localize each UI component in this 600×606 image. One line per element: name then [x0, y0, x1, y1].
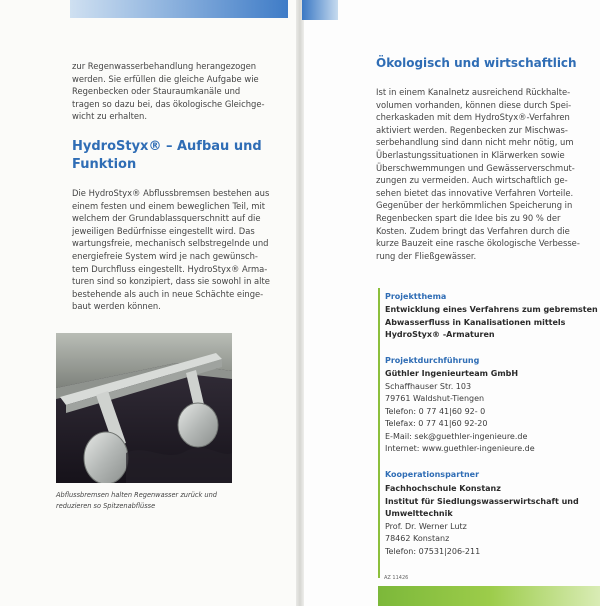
page-spine — [296, 0, 304, 606]
photo-illustration — [56, 333, 232, 483]
bottom-color-bar — [378, 586, 600, 606]
section-heading-oekologisch: Ökologisch und wirtschaftlich — [376, 56, 577, 70]
partner-contact-details: Prof. Dr. Werner Lutz 78462 Konstanz Telefon: 07531|206-211 — [385, 522, 481, 556]
kooperationspartner-label: Kooperationspartner — [385, 470, 480, 479]
company-contact-details: Schaffhauser Str. 103 79761 Waldshut-Tiengen Telefon: 0 77 41|60 92- 0 Telefax: 0 77 41|60 92-20 E-Mail: sek@guethler-ingenieure.de Internet: www.guethler-ingenieure.de — [385, 382, 535, 454]
projektdurchfuehrung-label: Projektdurchführung — [385, 356, 480, 365]
section-paragraph: Die HydroStyx® Abflussbremsen bestehen aus einem festen und einem beweglichen Teil, mit welchem der Grundablassquerschnitt auf die jeweiligen Bedürfnisse eingestellt wird. Das wartungsfreie, mechanisch selbstregelnde und energiefreie System wird je nach gewünsch- tem Durchfluss eingestellt. HydroStyx® Arma- turen sind so konzipiert, dass sie sowohl in alte bestehende als auch in neue Schächte einge- baut werden können. — [72, 188, 270, 312]
projektthema-label: Projektthema — [385, 292, 447, 301]
photo-caption: Abflussbremsen halten Regenwasser zurück und reduzieren so Spitzenabflüsse — [56, 491, 217, 510]
hydrostyx-photo — [56, 333, 232, 483]
projektthema-text: Entwicklung eines Verfahrens zum gebremsten Abwasserfluss in Kanalisationen mittels HydroStyx® -Armaturen — [385, 305, 598, 340]
section-heading-hydrostyx: HydroStyx® – Aufbau und Funktion — [72, 139, 262, 172]
right-paragraph: Ist in einem Kanalnetz ausreichend Rückhalte- volumen vorhanden, können diese durch Spei- cherkaskaden mit dem HydroStyx®-Verfahren aktiviert werden. Regenbecken zur Mischwas- serbehandlung sind dann nicht mehr nötig, um Überlastungssituationen in Klärwerken sowie Überschwemmungen und Gewässerverschmut- zungen zu vermeiden. Auch wirtschaftlich ge- sehen bietet das innovative Verfahren Vorteile. Gegenüber der herkömmlichen Speicherung in Regenbecken spart die Idee bis zu 90 % der Kosten. Zudem bringt das Verfahren durch die kurze Bauzeit eine rasche ökologische Verbesse- rung der Fließgewässer. — [376, 87, 580, 261]
company-name: Güthler Ingenieurteam GmbH — [385, 369, 519, 378]
partner-organization: Fachhochschule Konstanz Institut für Siedlungswasserwirtschaft und Umwelttechnik — [385, 484, 579, 519]
top-color-bar-left — [70, 0, 288, 18]
az-code: AZ 11426 — [384, 575, 409, 581]
intro-paragraph: zur Regenwasserbehandlung herangezogen werden. Sie erfüllen die gleiche Aufgabe wie Regenbecken oder Stauraumkanäle und tragen so dazu bei, das ökologische Gleichge- wicht zu erhalten. — [72, 61, 265, 122]
top-color-bar-right — [302, 0, 338, 20]
